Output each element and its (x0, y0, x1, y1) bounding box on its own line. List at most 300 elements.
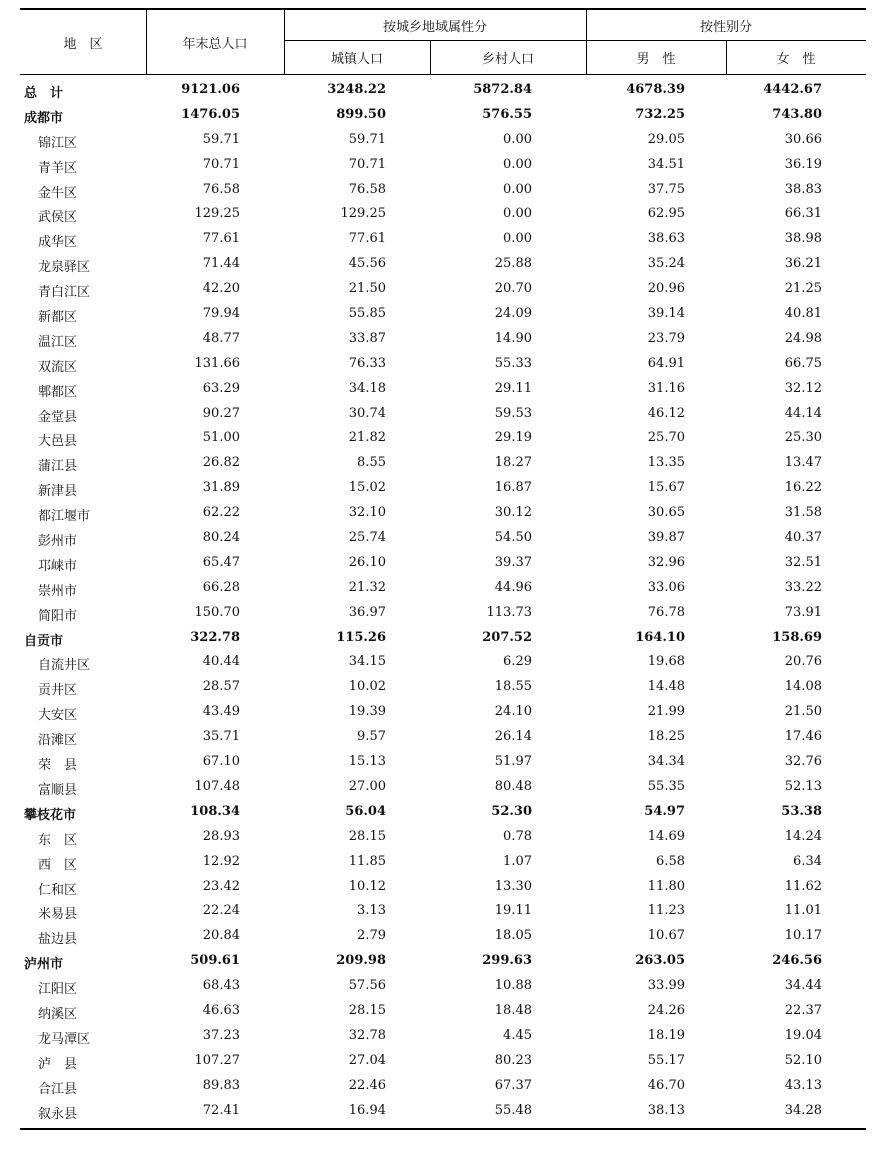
table-row (20, 799, 866, 824)
cell-rural: 5872.84 (473, 82, 532, 97)
cell-total: 51.00 (202, 430, 240, 446)
table-row (20, 1073, 866, 1098)
cell-urban: 32.10 (348, 505, 386, 521)
cell-male: 263.05 (635, 953, 685, 969)
cell-rural: 113.73 (486, 604, 532, 620)
cell-urban: 76.33 (348, 355, 386, 371)
cell-total: 26.82 (202, 455, 240, 471)
header-divider (430, 41, 431, 74)
table-row (20, 450, 866, 475)
cell-urban: 27.00 (348, 778, 386, 794)
population-table (20, 8, 866, 1130)
region-name: 西 区 (38, 857, 78, 873)
table-row (20, 600, 866, 625)
cell-male: 18.25 (647, 729, 685, 745)
cell-total: 89.83 (202, 1077, 240, 1093)
cell-urban: 25.74 (348, 530, 386, 546)
table-bottom-rule (20, 1128, 866, 1130)
table-row (20, 226, 866, 251)
table-row (20, 376, 866, 401)
region-name: 双流区 (38, 359, 78, 375)
cell-total: 63.29 (202, 380, 240, 396)
table-row (20, 1098, 866, 1123)
cell-rural: 14.90 (494, 330, 532, 346)
cell-female: 24.98 (784, 330, 822, 346)
table-row (20, 401, 866, 426)
cell-rural: 80.23 (494, 1052, 532, 1068)
table-row (20, 550, 866, 575)
cell-female: 30.66 (784, 131, 822, 147)
cell-female: 38.83 (784, 181, 822, 197)
cell-total: 150.70 (194, 604, 240, 620)
cell-female: 22.37 (784, 1002, 822, 1018)
cell-rural: 18.55 (494, 679, 532, 695)
region-name: 总 计 (24, 86, 64, 101)
cell-urban: 26.10 (348, 554, 386, 570)
cell-male: 11.23 (647, 903, 685, 919)
region-name: 郫都区 (38, 384, 78, 400)
table-row (20, 301, 866, 326)
cell-urban: 129.25 (340, 206, 386, 222)
table-row (20, 201, 866, 226)
cell-rural: 24.10 (494, 704, 532, 720)
cell-total: 20.84 (202, 928, 240, 944)
table-row (20, 874, 866, 899)
cell-rural: 576.55 (482, 106, 532, 122)
region-name: 自贡市 (24, 633, 64, 649)
cell-male: 38.63 (647, 231, 685, 247)
cell-female: 66.75 (784, 355, 822, 371)
cell-female: 31.58 (784, 505, 822, 521)
cell-urban: 10.02 (348, 679, 386, 695)
region-name: 大安区 (38, 708, 78, 724)
cell-urban: 11.85 (348, 853, 386, 869)
cell-rural: 29.11 (494, 380, 532, 396)
region-name: 泸州市 (24, 957, 64, 973)
table-row (20, 724, 866, 749)
region-name: 崇州市 (38, 583, 78, 599)
cell-total: 80.24 (202, 530, 240, 546)
cell-rural: 67.37 (494, 1077, 532, 1093)
cell-total: 37.23 (202, 1027, 240, 1043)
table-row (20, 425, 866, 450)
region-name: 成都市 (24, 110, 64, 126)
region-name: 盐边县 (38, 932, 78, 948)
cell-rural: 0.00 (503, 206, 532, 222)
cell-total: 68.43 (202, 978, 240, 994)
cell-female: 66.31 (784, 206, 822, 222)
region-name: 米易县 (38, 907, 78, 923)
table-row (20, 102, 866, 127)
cell-urban: 2.79 (357, 928, 386, 944)
table-row (20, 475, 866, 500)
cell-total: 72.41 (202, 1102, 240, 1118)
cell-male: 10.67 (647, 928, 685, 944)
region-name: 叙永县 (38, 1106, 78, 1122)
cell-total: 79.94 (202, 306, 240, 322)
cell-urban: 899.50 (336, 106, 386, 122)
cell-rural: 26.14 (494, 729, 532, 745)
cell-male: 21.99 (647, 704, 685, 720)
table-body (20, 77, 866, 1122)
region-name: 龙泉驿区 (38, 260, 91, 276)
cell-urban: 8.55 (357, 455, 386, 471)
cell-rural: 25.88 (494, 256, 532, 272)
cell-female: 34.44 (784, 978, 822, 994)
cell-total: 131.66 (194, 355, 240, 371)
region-name: 邛崃市 (38, 558, 78, 574)
cell-male: 31.16 (647, 380, 685, 396)
cell-rural: 0.00 (503, 231, 532, 247)
cell-urban: 19.39 (348, 704, 386, 720)
region-name: 锦江区 (38, 135, 78, 151)
region-name: 富顺县 (38, 782, 78, 798)
cell-male: 32.96 (647, 554, 685, 570)
cell-female: 21.50 (784, 704, 822, 720)
region-name: 彭州市 (38, 534, 78, 550)
cell-urban: 36.97 (348, 604, 386, 620)
region-name: 武侯区 (38, 210, 78, 226)
cell-rural: 299.63 (482, 953, 532, 969)
table-row (20, 276, 866, 301)
cell-male: 19.68 (647, 654, 685, 670)
region-name: 温江区 (38, 334, 78, 350)
cell-rural: 1.07 (503, 853, 532, 869)
header-divider (586, 10, 587, 74)
table-row (20, 1048, 866, 1073)
cell-male: 37.75 (647, 181, 685, 197)
header-by-urban-rural: 按城乡地域属性分 (382, 19, 487, 35)
cell-rural: 4.45 (503, 1027, 532, 1043)
region-name: 青羊区 (38, 160, 78, 176)
cell-male: 20.96 (647, 281, 685, 297)
cell-total: 22.24 (202, 903, 240, 919)
cell-female: 158.69 (772, 629, 822, 645)
table-row (20, 251, 866, 276)
cell-total: 35.71 (202, 729, 240, 745)
cell-rural: 6.29 (503, 654, 532, 670)
table-row (20, 973, 866, 998)
table-row (20, 152, 866, 177)
region-name: 简阳市 (38, 608, 78, 624)
cell-male: 11.80 (647, 878, 685, 894)
region-name: 都江堰市 (38, 509, 91, 525)
region-name: 荣 县 (38, 758, 78, 774)
cell-female: 36.21 (784, 256, 822, 272)
cell-urban: 30.74 (348, 405, 386, 421)
cell-total: 62.22 (202, 505, 240, 521)
cell-total: 129.25 (194, 206, 240, 222)
header-rural: 乡村人口 (481, 52, 534, 67)
region-name: 沿滩区 (38, 733, 78, 749)
cell-urban: 27.04 (348, 1052, 386, 1068)
cell-urban: 3248.22 (327, 82, 386, 97)
region-name: 蒲江县 (38, 459, 78, 475)
region-name: 大邑县 (38, 434, 78, 450)
cell-urban: 33.87 (348, 330, 386, 346)
cell-male: 76.78 (647, 604, 685, 620)
region-name: 金堂县 (38, 409, 78, 425)
cell-total: 90.27 (202, 405, 240, 421)
cell-female: 13.47 (784, 455, 822, 471)
cell-male: 38.13 (647, 1102, 685, 1118)
cell-urban: 28.15 (348, 828, 386, 844)
cell-urban: 21.32 (348, 579, 386, 595)
cell-total: 12.92 (202, 853, 240, 869)
cell-rural: 0.00 (503, 181, 532, 197)
cell-total: 107.48 (194, 778, 240, 794)
cell-male: 46.70 (647, 1077, 685, 1093)
table-row (20, 749, 866, 774)
cell-rural: 13.30 (494, 878, 532, 894)
cell-female: 38.98 (784, 231, 822, 247)
cell-urban: 15.13 (348, 754, 386, 770)
cell-urban: 34.15 (348, 654, 386, 670)
cell-rural: 24.09 (494, 306, 532, 322)
cell-male: 14.69 (647, 828, 685, 844)
cell-total: 70.71 (202, 156, 240, 172)
cell-female: 52.13 (784, 778, 822, 794)
cell-urban: 9.57 (357, 729, 386, 745)
cell-female: 34.28 (784, 1102, 822, 1118)
cell-rural: 55.33 (494, 355, 532, 371)
table-row (20, 998, 866, 1023)
cell-female: 743.80 (772, 106, 822, 122)
cell-male: 15.67 (647, 480, 685, 496)
cell-female: 33.22 (784, 579, 822, 595)
cell-rural: 20.70 (494, 281, 532, 297)
cell-total: 509.61 (190, 953, 240, 969)
cell-total: 71.44 (202, 256, 240, 272)
cell-urban: 57.56 (348, 978, 386, 994)
cell-rural: 18.48 (494, 1002, 532, 1018)
cell-total: 66.28 (202, 579, 240, 595)
cell-female: 21.25 (784, 281, 822, 297)
region-name: 东 区 (38, 832, 78, 848)
cell-male: 33.99 (647, 978, 685, 994)
cell-total: 43.49 (202, 704, 240, 720)
cell-male: 6.58 (656, 853, 685, 869)
cell-male: 732.25 (635, 106, 685, 122)
cell-rural: 55.48 (494, 1102, 532, 1118)
table-row (20, 849, 866, 874)
region-name: 合江县 (38, 1081, 78, 1097)
cell-urban: 32.78 (348, 1027, 386, 1043)
region-name: 江阳区 (38, 982, 78, 998)
cell-female: 6.34 (793, 853, 822, 869)
cell-rural: 16.87 (494, 480, 532, 496)
cell-female: 11.62 (784, 878, 822, 894)
cell-female: 11.01 (784, 903, 822, 919)
cell-male: 55.35 (647, 778, 685, 794)
cell-male: 55.17 (647, 1052, 685, 1068)
cell-rural: 207.52 (482, 629, 532, 645)
cell-urban: 56.04 (345, 803, 386, 819)
region-name: 龙马潭区 (38, 1031, 91, 1047)
cell-urban: 34.18 (348, 380, 386, 396)
cell-rural: 0.00 (503, 131, 532, 147)
region-name: 青白江区 (38, 285, 91, 301)
cell-male: 39.14 (647, 306, 685, 322)
cell-total: 46.63 (202, 1002, 240, 1018)
cell-urban: 22.46 (348, 1077, 386, 1093)
cell-urban: 15.02 (348, 480, 386, 496)
cell-female: 16.22 (784, 480, 822, 496)
header-region: 地 区 (63, 36, 103, 52)
cell-rural: 44.96 (494, 579, 532, 595)
cell-total: 28.93 (202, 828, 240, 844)
cell-rural: 18.05 (494, 928, 532, 944)
cell-rural: 18.27 (494, 455, 532, 471)
cell-male: 64.91 (647, 355, 685, 371)
cell-urban: 115.26 (336, 629, 386, 645)
cell-female: 36.19 (784, 156, 822, 172)
cell-female: 19.04 (784, 1027, 822, 1043)
cell-male: 62.95 (647, 206, 685, 222)
region-name: 自流井区 (38, 658, 91, 674)
cell-male: 34.51 (647, 156, 685, 172)
table-row (20, 824, 866, 849)
table-row (20, 351, 866, 376)
table-row (20, 774, 866, 799)
table-row (20, 625, 866, 650)
table-row (20, 1023, 866, 1048)
cell-female: 52.10 (784, 1052, 822, 1068)
table-row (20, 923, 866, 948)
header-female: 女 性 (776, 52, 816, 67)
cell-rural: 0.78 (503, 828, 532, 844)
cell-urban: 28.15 (348, 1002, 386, 1018)
cell-rural: 51.97 (494, 754, 532, 770)
cell-rural: 0.00 (503, 156, 532, 172)
cell-male: 33.06 (647, 579, 685, 595)
cell-male: 13.35 (647, 455, 685, 471)
cell-rural: 30.12 (494, 505, 532, 521)
region-name: 纳溪区 (38, 1006, 78, 1022)
cell-female: 14.24 (784, 828, 822, 844)
region-name: 新津县 (38, 484, 78, 500)
cell-total: 59.71 (202, 131, 240, 147)
header-by-sex: 按性别分 (699, 19, 752, 35)
cell-total: 28.57 (202, 679, 240, 695)
table-row (20, 500, 866, 525)
table-row (20, 699, 866, 724)
cell-urban: 10.12 (348, 878, 386, 894)
cell-urban: 55.85 (348, 306, 386, 322)
cell-male: 4678.39 (626, 82, 685, 97)
cell-urban: 45.56 (348, 256, 386, 272)
cell-female: 20.76 (784, 654, 822, 670)
cell-female: 17.46 (784, 729, 822, 745)
cell-total: 76.58 (202, 181, 240, 197)
cell-rural: 39.37 (494, 554, 532, 570)
cell-total: 77.61 (202, 231, 240, 247)
region-name: 仁和区 (38, 882, 78, 898)
cell-rural: 80.48 (494, 778, 532, 794)
header-divider (284, 40, 866, 41)
header-divider (726, 41, 727, 74)
header-male: 男 性 (636, 52, 676, 67)
cell-urban: 3.13 (357, 903, 386, 919)
cell-female: 4442.67 (763, 82, 822, 97)
cell-female: 40.37 (784, 530, 822, 546)
cell-male: 54.97 (644, 803, 685, 819)
cell-rural: 54.50 (494, 530, 532, 546)
cell-male: 39.87 (647, 530, 685, 546)
header-divider (284, 10, 285, 74)
cell-total: 48.77 (202, 330, 240, 346)
cell-male: 35.24 (647, 256, 685, 272)
cell-female: 25.30 (784, 430, 822, 446)
header-urban: 城镇人口 (330, 52, 383, 67)
cell-urban: 21.50 (348, 281, 386, 297)
cell-urban: 76.58 (348, 181, 386, 197)
cell-male: 30.65 (647, 505, 685, 521)
cell-total: 23.42 (202, 878, 240, 894)
cell-male: 25.70 (647, 430, 685, 446)
region-name: 金牛区 (38, 185, 78, 201)
region-name: 攀枝花市 (24, 807, 77, 823)
region-name: 新都区 (38, 310, 78, 326)
cell-female: 14.08 (784, 679, 822, 695)
table-row (20, 525, 866, 550)
cell-urban: 16.94 (348, 1102, 386, 1118)
cell-female: 43.13 (784, 1077, 822, 1093)
table-row (20, 674, 866, 699)
cell-total: 107.27 (194, 1052, 240, 1068)
cell-urban: 59.71 (348, 131, 386, 147)
cell-female: 40.81 (784, 306, 822, 322)
table-row (20, 575, 866, 600)
cell-male: 34.34 (647, 754, 685, 770)
cell-female: 10.17 (784, 928, 822, 944)
cell-total: 42.20 (202, 281, 240, 297)
cell-total: 31.89 (202, 480, 240, 496)
table-row (20, 948, 866, 973)
region-name: 泸 县 (38, 1056, 78, 1072)
cell-male: 24.26 (647, 1002, 685, 1018)
table-row (20, 77, 866, 102)
cell-female: 44.14 (784, 405, 822, 421)
cell-female: 32.76 (784, 754, 822, 770)
cell-male: 18.19 (647, 1027, 685, 1043)
cell-female: 32.51 (784, 554, 822, 570)
cell-female: 32.12 (784, 380, 822, 396)
cell-total: 1476.05 (181, 106, 240, 122)
cell-total: 67.10 (202, 754, 240, 770)
cell-urban: 70.71 (348, 156, 386, 172)
cell-male: 23.79 (647, 330, 685, 346)
cell-female: 246.56 (772, 953, 822, 969)
table-row (20, 177, 866, 202)
cell-female: 73.91 (784, 604, 822, 620)
cell-total: 65.47 (202, 554, 240, 570)
cell-urban: 209.98 (336, 953, 386, 969)
cell-male: 14.48 (647, 679, 685, 695)
table-row (20, 326, 866, 351)
table-row (20, 127, 866, 152)
cell-urban: 21.82 (348, 430, 386, 446)
table-row (20, 898, 866, 923)
cell-total: 40.44 (202, 654, 240, 670)
cell-male: 46.12 (647, 405, 685, 421)
header-divider (146, 10, 147, 74)
cell-rural: 19.11 (494, 903, 532, 919)
cell-rural: 59.53 (494, 405, 532, 421)
table-header (20, 8, 866, 75)
cell-total: 322.78 (190, 629, 240, 645)
cell-total: 108.34 (190, 803, 240, 819)
